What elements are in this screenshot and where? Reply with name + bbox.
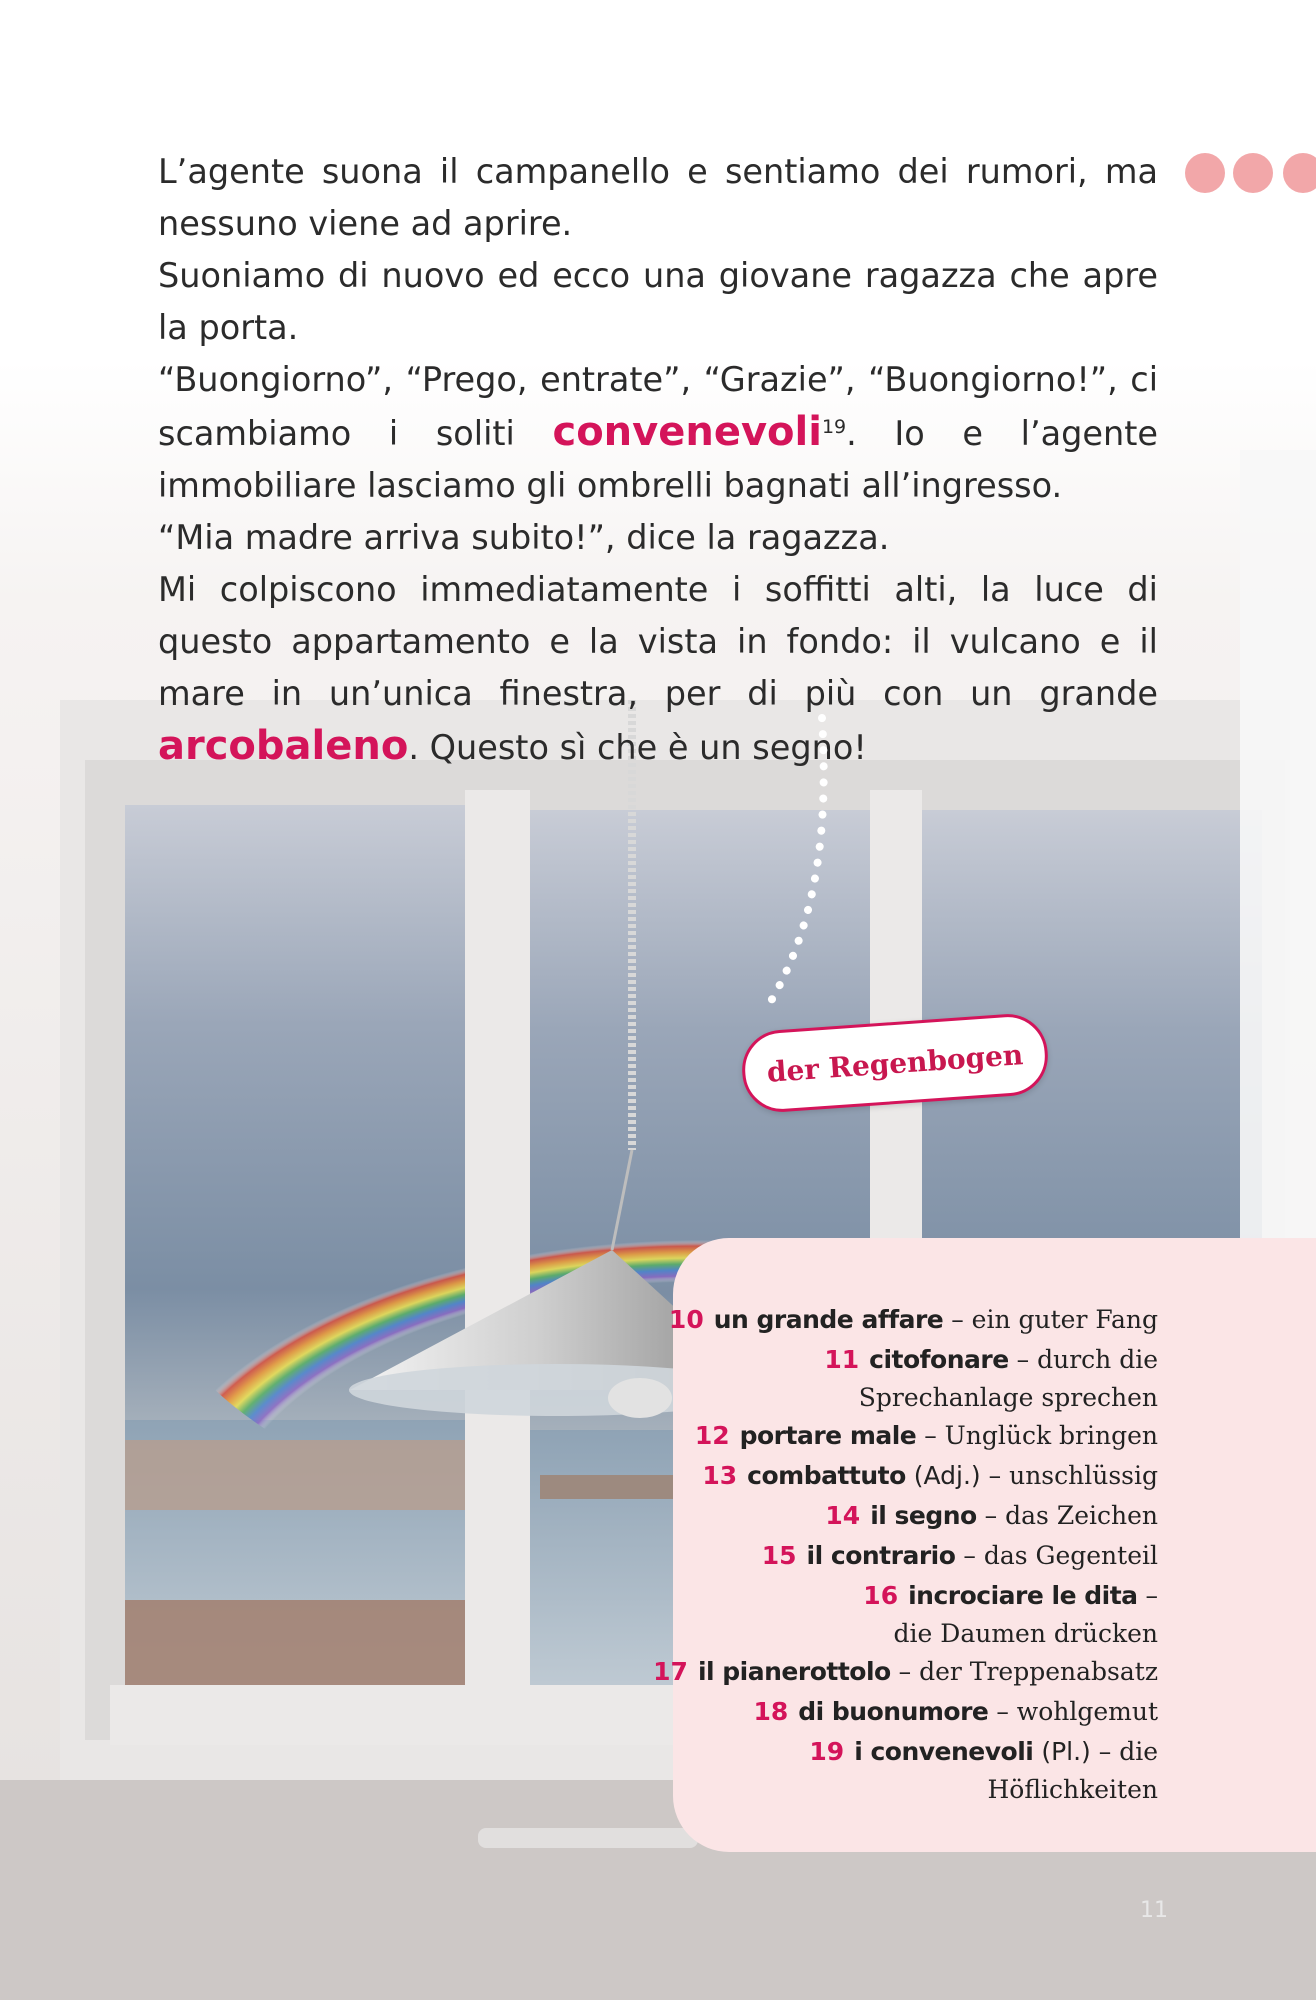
vocab-entry [598, 1340, 1158, 1416]
vocab-entry [598, 1536, 1158, 1576]
text-run: . Io e l’agente immobiliare lasciamo gli ombrelli bagnati all’ingresso. [158, 414, 1158, 505]
italian-term: il contrario [806, 1541, 956, 1570]
separator: – [943, 1305, 972, 1334]
separator: – [976, 1501, 1006, 1530]
german-translation: unschlüssig [1009, 1461, 1158, 1490]
highlight-arcobaleno: arcobaleno [158, 723, 409, 769]
vocab-entry [598, 1300, 1158, 1340]
italian-term: il pianerottolo [697, 1657, 891, 1686]
entry-number: 10 [668, 1305, 704, 1334]
entry-number: 11 [824, 1345, 860, 1374]
italian-term: i convenevoli [854, 1737, 1034, 1766]
paragraph: L’agente suona il campanello e sentiamo dei rumori, ma nessuno viene ad aprire. [158, 152, 1158, 243]
italian-term: un grande affare [713, 1305, 944, 1334]
story-text [158, 146, 1158, 774]
page-number: 11 [1140, 1898, 1168, 1923]
entry-number: 13 [702, 1461, 738, 1490]
german-translation: durch die [1037, 1345, 1158, 1374]
german-translation: das Gegenteil [983, 1541, 1158, 1570]
footnote-ref: 19 [821, 415, 847, 438]
german-translation-cont: Höflichkeiten [987, 1775, 1158, 1804]
text-run: Mi colpiscono immediatamente i soffitti alti, la luce di questo appartamento e la vista in fondo: il vulcano e il mare in un’unica finestra, per di più con un grande [158, 570, 1158, 713]
italian-term: incrociare le dita [908, 1581, 1138, 1610]
separator: – [1090, 1737, 1120, 1766]
vocabulary-list [598, 1300, 1158, 1808]
vocab-entry [598, 1652, 1158, 1692]
callout-label: der Regenbogen [765, 1037, 1025, 1089]
german-translation: wohlgemut [1016, 1697, 1158, 1726]
german-translation-cont: die Daumen drücken [893, 1619, 1158, 1648]
german-translation: die [1119, 1737, 1158, 1766]
separator: – [916, 1421, 945, 1450]
italian-term: citofonare [869, 1345, 1009, 1374]
text-run: . Questo sì che è un segno! [408, 728, 867, 767]
vocab-entry [598, 1416, 1158, 1456]
vocab-entry [598, 1732, 1158, 1808]
german-translation-cont: Sprechanlage sprechen [858, 1383, 1158, 1412]
entry-number: 16 [863, 1581, 899, 1610]
decorative-dot [1233, 153, 1273, 193]
italian-term: di buonumore [798, 1697, 989, 1726]
vocab-entry [598, 1576, 1158, 1652]
grammar-note: (Adj.) [905, 1461, 981, 1490]
italian-term: combattuto [747, 1461, 906, 1490]
italian-term: portare male [739, 1421, 917, 1450]
decorative-dot [1283, 153, 1316, 193]
paragraph [158, 354, 1158, 512]
paragraph: Suoniamo di nuovo ed ecco una giovane ragazza che apre la porta. [158, 256, 1158, 347]
highlight-convenevoli: convenevoli [552, 409, 822, 455]
separator: – [1008, 1345, 1038, 1374]
german-translation: Unglück bringen [944, 1421, 1158, 1450]
italian-term: il segno [870, 1501, 977, 1530]
german-translation: das Zeichen [1005, 1501, 1158, 1530]
separator: – [980, 1461, 1010, 1490]
entry-number: 19 [809, 1737, 845, 1766]
german-translation: der Treppenabsatz [919, 1657, 1158, 1686]
entry-number: 18 [753, 1697, 789, 1726]
separator: – [890, 1657, 920, 1686]
grammar-note: (Pl.) [1033, 1737, 1091, 1766]
german-translation: ein guter Fang [971, 1305, 1158, 1334]
separator: – [955, 1541, 984, 1570]
paragraph: “Mia madre arriva subito!”, dice la ragazza. [158, 518, 890, 557]
entry-number: 12 [694, 1421, 730, 1450]
separator: – [1137, 1581, 1158, 1610]
entry-number: 14 [825, 1501, 861, 1530]
entry-number: 17 [653, 1657, 688, 1686]
decorative-dot [1185, 153, 1225, 193]
paragraph [158, 564, 1158, 774]
vocab-entry [598, 1496, 1158, 1536]
text-run: “Buongiorno”, “Prego, entrate”, “Grazie”, “Buongiorno!”, ci scambiamo i soliti [158, 360, 1158, 453]
vocab-entry [598, 1456, 1158, 1496]
vocab-entry [598, 1692, 1158, 1732]
separator: – [988, 1697, 1017, 1726]
entry-number: 15 [761, 1541, 797, 1570]
